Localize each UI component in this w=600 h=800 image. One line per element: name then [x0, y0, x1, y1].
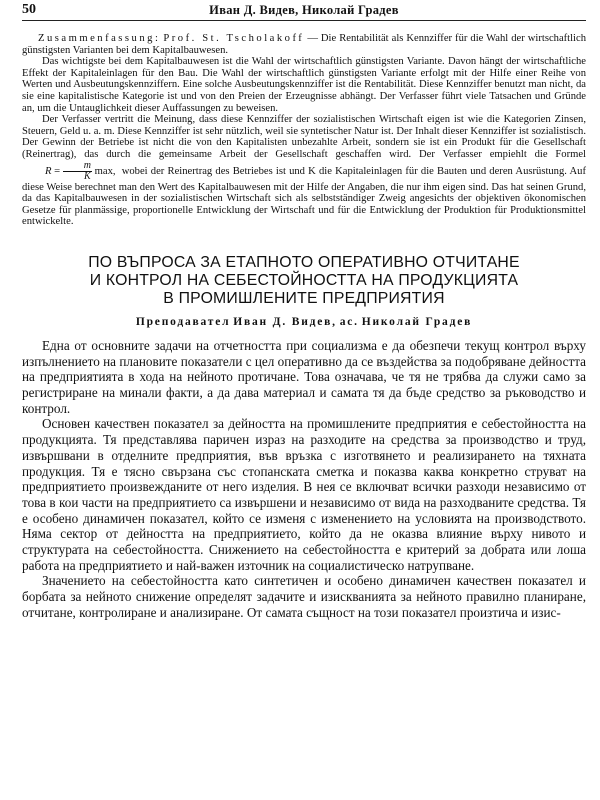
summary-title: — Die Rentabilität als Kennziffer für die Wahl der wirtschaftlich günstigsten Varianten bei dem Kapitalbauwesen.	[22, 33, 586, 56]
body-paragraph-1: Една от основните задачи на отчетността при социализма е да обезпечи текущ контрол върху изпълнението на плановите показатели с цел оперативно да се въздейства за подобряване дейността на предприятията в хода на нейното протичане. Това означава, че тя не трябва да служи само за регистриране на минали факти, а да дава материал и самата тя да бъде средство за ръководство и контрол.	[22, 337, 586, 416]
author-1-prefix: Преподавател	[135, 315, 231, 328]
formula-denominator: K	[84, 170, 91, 182]
title-line-1: ПО ВЪПРОСА ЗА ЕТАПНОТО ОПЕРАТИВНО ОТЧИТАНЕ	[88, 253, 520, 271]
article-title	[22, 254, 586, 308]
summary-paragraph-1	[22, 33, 586, 56]
body-paragraph-3: Значението на себестойността като синтетичен и особено динамичен качествен показател и борбата за нейното снижение определят задачите и изискванията за нейното правилно планиране, отчитане, контролиране и анализиране. От самата същност на този показател произтича и изис-	[22, 573, 586, 620]
summary-label: Zusammenfassung:	[38, 33, 161, 44]
formula-numerator: m	[63, 161, 92, 172]
rentability-formula: R = $\frac{m}{K}$ max,	[45, 159, 116, 182]
running-head: Иван Д. Видев, Николай Градев	[209, 3, 399, 17]
body-paragraph-2: Основен качествен показател за дейността на промишлените предприятия е себестойността на продукцията. Тя представлява паричен израз на разходите на средства за производство и труд, извършвани в отделните предприятия, във връзка с изготвянето и реализирането на тяхната продукция. Тя е тясно свързана със стопанската сметка и показва каква конкретно струват на предприятието произвежданите от него изделия. В нея се включват всички разходи независимо от това в кои части на предприятието са извършени и независимо от вида на разходваните средства. Тя е особено динамичен показател, който се изменя с изменението на условията на производството. Няма сектор от дейността на предприятието, който да не оказва влияние върху нивото и структурата на себестойността. Снижението на себестойността е критерий за добрата или лоша работа на предприятието и най-важен източник на социалистическо натрупване.	[22, 416, 586, 573]
page-header	[22, 0, 586, 21]
author-2-prefix: ас.	[339, 315, 359, 328]
title-line-3: В ПРОМИШЛЕНИТЕ ПРЕДПРИЯТИЯ	[163, 289, 445, 307]
summary-paragraph-3: Der Verfasser vertritt die Meinung, dass diese Kennziffer der sozialistischen Wirtschaft eigen ist wie die Kategorien Zinsen, Steuern, Geld u. a. m. Diese Kennziffer ist sehr nützlich, weil sie syntetischer Natur ist. Der Inhalt dieser Kennziffer ist sozialistisch. Der Gewinn der Betriebe ist nicht die von den Kapitalisten unbezahlte Arbeit, sondern sie ist ein Produkt für die Gesellschaft (Reinertrag), das durch die gemeinsame Arbeit der Gesellschaft geschaffen wird. Der Verfasser empiehlt die Formel R = $\frac{m}{K}$ max, wobei der Reinertrag des Betriebes ist und K die Kapitaleinlagen für die Bauten und deren Ausrüstung. Auf diese Weise berechnet man den Wert des Kapitalbauwesen mit der Hilfe der Angaben, die nur ihm eigen sind. Das hat seinen Grund, da das Kapitalbauwesen in der sozialistischen Wirtschaft sich als selbstständiger Zweig angesichts der objektiven ökonomischen Gesetze für planmässige, proportionelle Entwicklung der Wirtschaft und für die Entwicklung der Produktion für Produktionsmittel entwickelte.	[22, 114, 586, 228]
german-summary	[22, 33, 586, 228]
article-authors	[22, 316, 586, 328]
author-2-name: Николай Градев	[361, 315, 473, 328]
summary-paragraph-2: Das wichtigste bei dem Kapitalbauwesen ist die Wahl der wirtschaftlich günstigsten Variante. Davon hängt der wirtschaftliche Effekt der Kapitaleinlagen für den Bau. Die Wahl der wirtschaftlich günstigsten Variante erfolgt mit der Hilfe einer Reihe von Werten und Ausbeutungskennziffern. Eine solche Ausbeutungskennziffer ist die Rentabilität. Diese Kennziffer benutzt man nicht, da sie eine kapitalistische Kategorie ist und von den Preien der Erzeugnisse abhängt. Der Verfasser führt viele Tatsachen und Gründe an, um die Untauglichkeit dieser Auffassungen zu beweisen.	[22, 56, 586, 114]
summary-author: Prof. St. Tscholakoff	[163, 33, 305, 44]
page-number: 50	[22, 2, 36, 17]
title-line-2: И КОНТРОЛ НА СЕБЕСТОЙНОСТТА НА ПРОДУКЦИЯТА	[89, 271, 519, 289]
article-body	[22, 338, 586, 621]
author-1-name: Иван Д. Видев,	[233, 315, 337, 328]
